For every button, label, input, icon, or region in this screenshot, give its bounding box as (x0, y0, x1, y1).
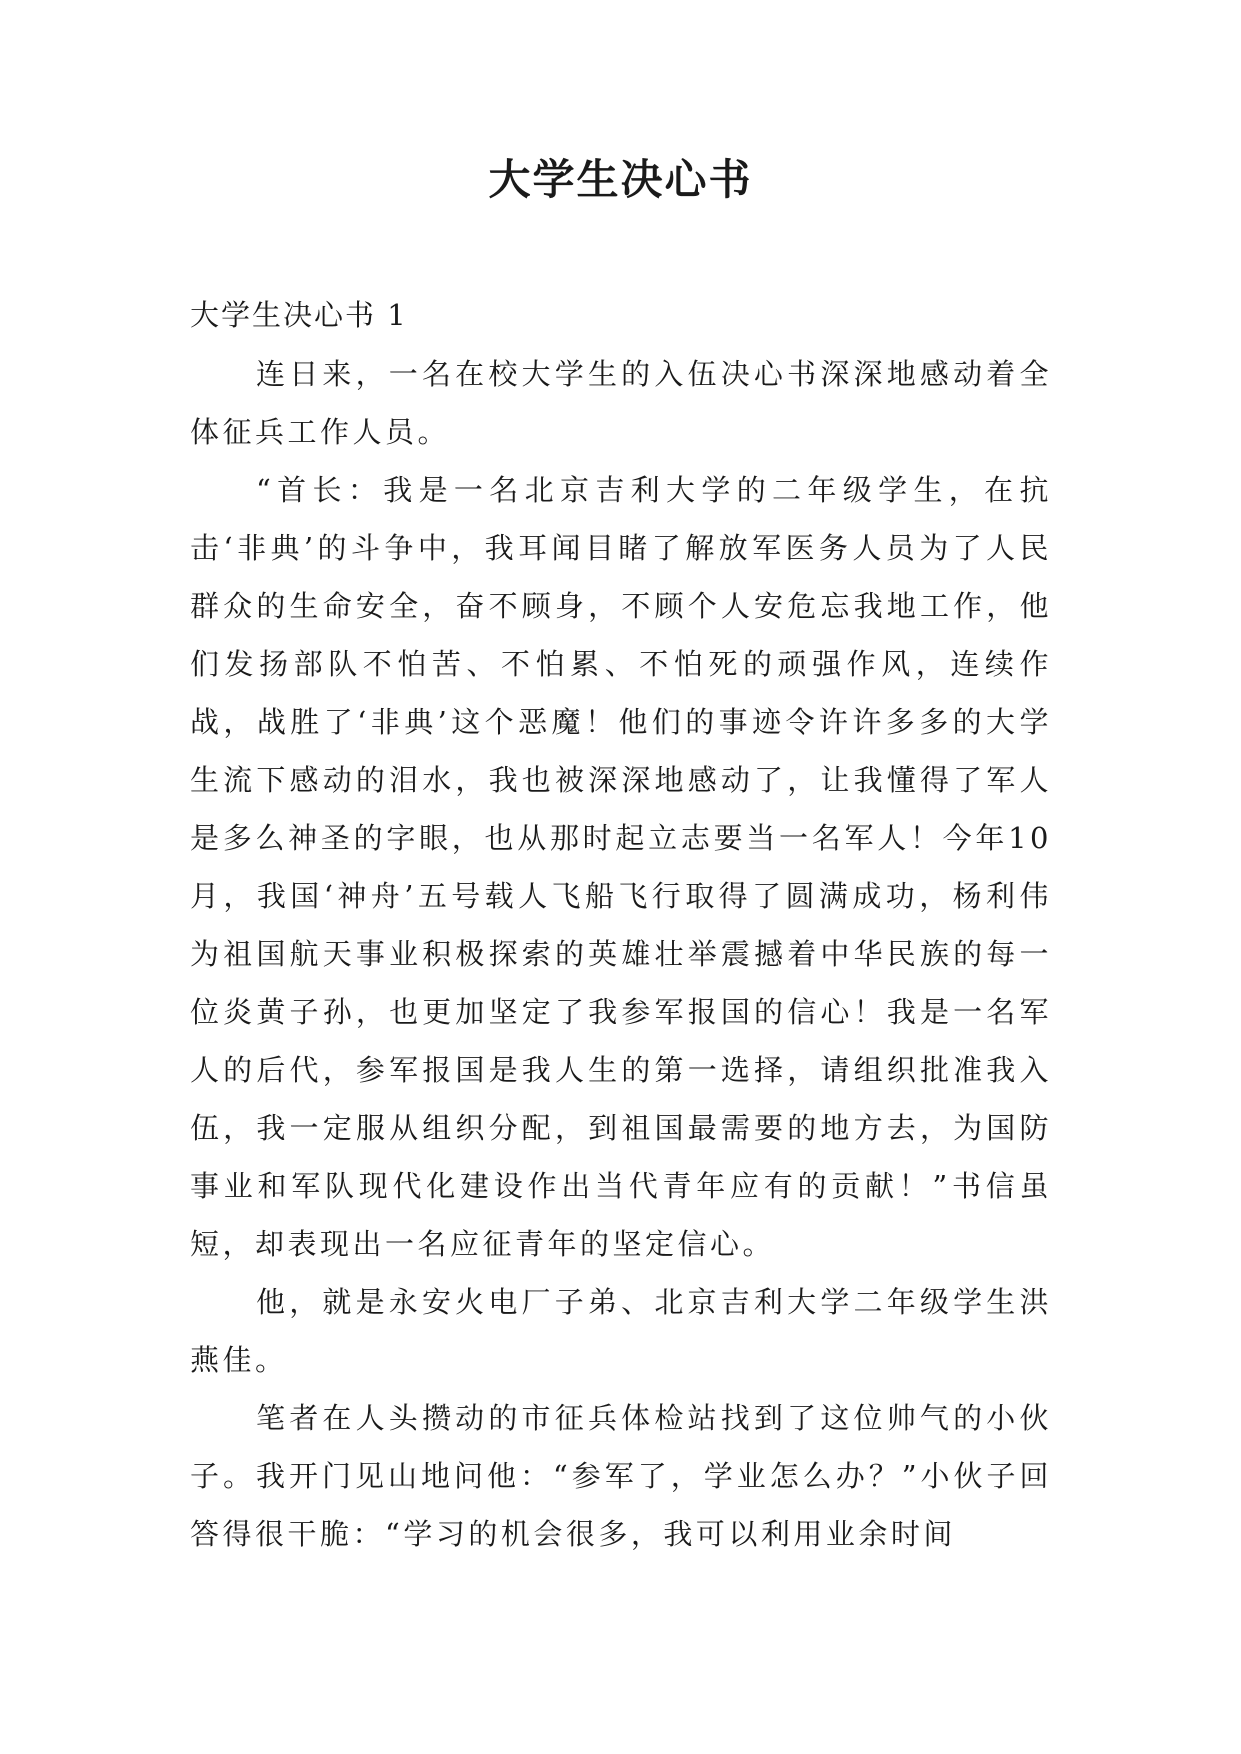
paragraph-1: 连日来，一名在校大学生的入伍决心书深深地感动着全体征兵工作人员。 (190, 357, 1052, 449)
section-heading: 大学生决心书 1 (190, 298, 408, 332)
paragraph-4: 笔者在人头攒动的市征兵体检站找到了这位帅气的小伙子。我开门见山地问他：“参军了，学业怎么办？”小伙子回答得很干脆：“学习的机会很多，我可以利用业余时间 (190, 1401, 1052, 1551)
document-body (190, 345, 1052, 1563)
paragraph-3: 他，就是永安火电厂子弟、北京吉利大学二年级学生洪燕佳。 (190, 1285, 1052, 1377)
document-title: 大学生决心书 (488, 155, 753, 204)
paragraph-2: “首长：我是一名北京吉利大学的二年级学生，在抗击‘非典’的斗争中，我耳闻目睹了解放军医务人员为了人民群众的生命安全，奋不顾身，不顾个人安危忘我地工作，他们发扬部队不怕苦、不怕累、不怕死的顽强作风，连续作战，战胜了‘非典’这个恶魔！他们的事迹令许许多多的大学生流下感动的泪水，我也被深深地感动了，让我懂得了军人是多么神圣的字眼，也从那时起立志要当一名军人！今年10月，我国‘神舟’五号载人飞船飞行取得了圆满成功，杨利伟为祖国航天事业积极探索的英雄壮举震撼着中华民族的每一位炎黄子孙，也更加坚定了我参军报国的信心！我是一名军人的后代，参军报国是我人生的第一选择，请组织批准我入伍，我一定服从组织分配，到祖国最需要的地方去，为国防事业和军队现代化建设作出当代青年应有的贡献！”书信虽短，却表现出一名应征青年的坚定信心。 (190, 473, 1052, 1261)
